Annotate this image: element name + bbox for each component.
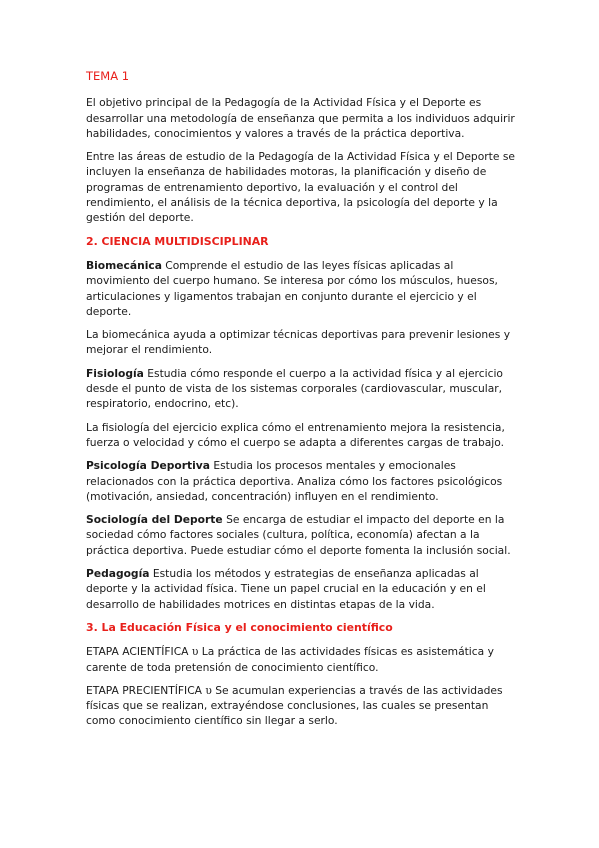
- intro-paragraph-areas: Entre las áreas de estudio de la Pedagogía de la Actividad Física y el Deporte se incluyen la enseñanza de habilidades motoras, la planificación y diseño de programas de entrenamiento deportivo, la evaluación y el control del rendimiento, el análisis de la técnica deportiva, la psicología del deporte y la gestión del deporte.: [86, 150, 515, 225]
- document-title: TEMA 1: [86, 69, 130, 83]
- pedagogia-term: Pedagogía: [86, 567, 150, 581]
- upsilon-bullet-icon: υ: [205, 683, 212, 697]
- document-page: [86, 69, 516, 737]
- biomecanica-term: Biomecánica: [86, 258, 162, 272]
- upsilon-bullet-icon: υ: [191, 645, 199, 659]
- etapa-acientifica-label: ETAPA ACIENTÍFICA: [86, 645, 192, 659]
- etapa-precientifica-label: ETAPA PRECIENTÍFICA: [86, 683, 206, 697]
- intro-paragraph-objetivo: El objetivo principal de la Pedagogía de la Actividad Física y el Deporte es desarrollar una metodología de enseñanza que permita a los individuos adquirir habilidades, conocimientos y valores a través de la práctica deportiva.: [86, 96, 515, 140]
- psicologia-text: Estudia los procesos mentales y emocionales relacionados con la práctica deportiva. Analiza cómo los factores psicológicos (motivación, ansiedad, concentración) influyen en el rendimiento.: [86, 459, 503, 503]
- psicologia-paragraph: [86, 458, 516, 504]
- section-3-heading: 3. La Educación Física y el conocimiento científico: [86, 620, 393, 634]
- sociologia-term: Sociología del Deporte: [86, 513, 223, 527]
- etapa-precientifica-text: Se acumulan experiencias a través de las actividades físicas que se realizan, extrayéndose conclusiones, las cuales se presentan como conocimiento científico sin llegar a serlo.: [86, 683, 503, 728]
- biomecanica-paragraph: [86, 258, 516, 319]
- pedagogia-paragraph: [86, 566, 516, 612]
- biomecanica-extra-paragraph: La biomecánica ayuda a optimizar técnicas deportivas para prevenir lesiones y mejorar el rendimiento.: [86, 328, 511, 357]
- fisiologia-term: Fisiología: [86, 366, 144, 380]
- fisiologia-paragraph: [86, 366, 516, 412]
- sociologia-text: Se encarga de estudiar el impacto del deporte en la sociedad cómo factores sociales (cultura, política, economía) afectan a la práctica deportiva. Puede estudiar cómo el deporte fomenta la inclusión social.: [86, 513, 511, 557]
- section-2-heading: 2. CIENCIA MULTIDISCIPLINAR: [86, 234, 269, 248]
- etapa-acientifica-paragraph: [86, 644, 516, 675]
- sociologia-paragraph: [86, 512, 516, 558]
- biomecanica-text: Comprende el estudio de las leyes físicas aplicadas al movimiento del cuerpo humano. Se interesa por cómo los músculos, huesos, articulaciones y ligamentos trabajan en conjunto durante el ejercicio y el deporte.: [86, 258, 498, 318]
- etapa-acientifica-text: La práctica de las actividades físicas es asistemática y carente de toda pretensión de conocimiento científico.: [86, 645, 494, 674]
- fisiologia-text: Estudia cómo responde el cuerpo a la actividad física y al ejercicio desde el punto de vista de los sistemas corporales (cardiovascular, muscular, respiratorio, endocrino, etc).: [86, 366, 503, 411]
- psicologia-term: Psicología Deportiva: [86, 459, 210, 473]
- fisiologia-extra-paragraph: La fisiología del ejercicio explica cómo el entrenamiento mejora la resistencia, fuerza o velocidad y cómo el cuerpo se adapta a diferentes cargas de trabajo.: [86, 420, 505, 449]
- etapa-precientifica-paragraph: [86, 683, 516, 729]
- pedagogia-text: Estudia los métodos y estrategias de enseñanza aplicadas al deporte y la actividad física. Tiene un papel crucial en la educación y en el desarrollo de habilidades motrices en distintas etapas de la vida.: [86, 567, 486, 611]
